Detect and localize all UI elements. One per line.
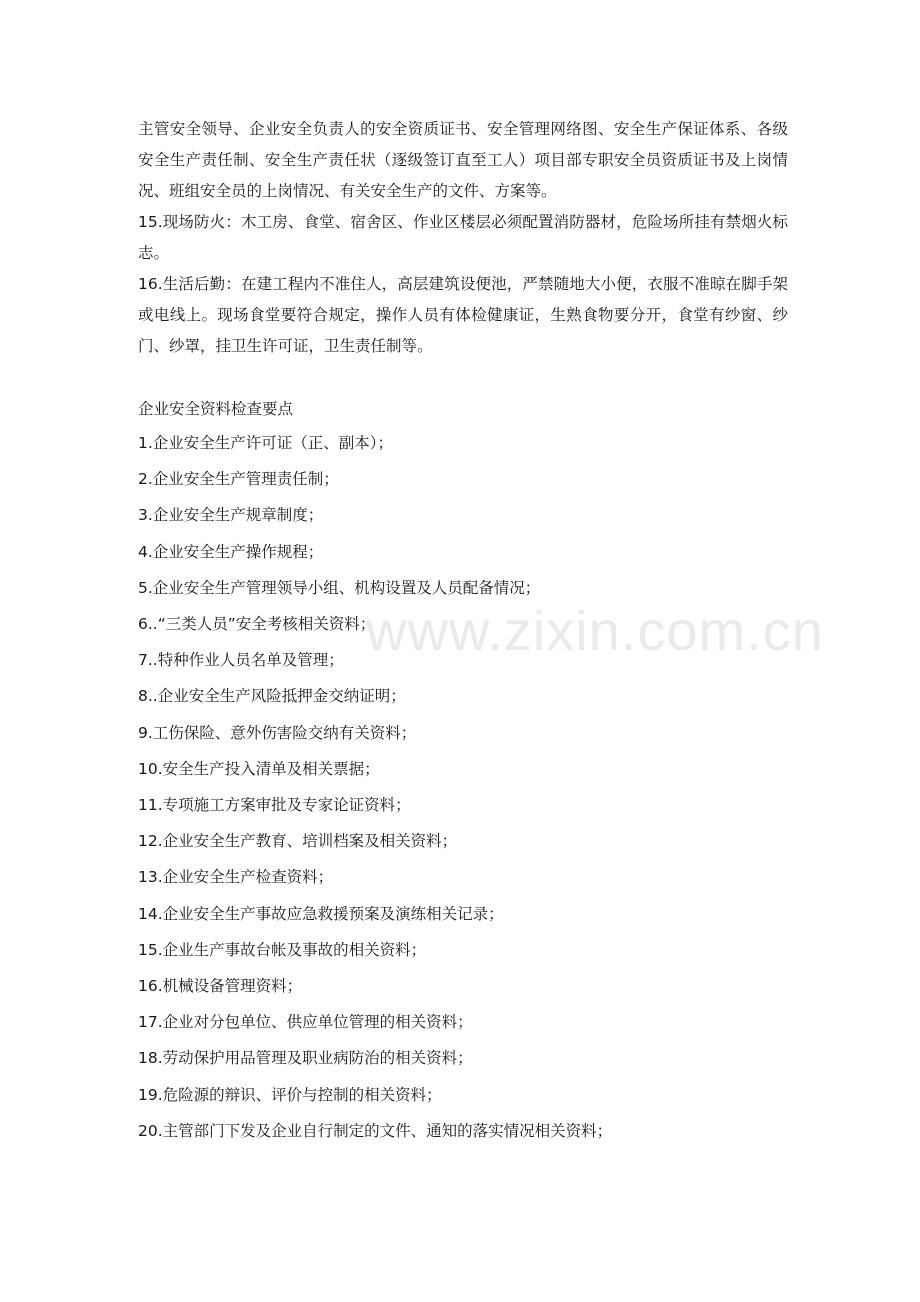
checklist-item: 17.企业对分包单位、供应单位管理的相关资料；: [138, 1013, 473, 1032]
checklist-item: 15.企业生产事故台帐及事故的相关资料；: [138, 940, 427, 959]
checklist-item: 20.主管部门下发及企业自行制定的文件、通知的落实情况相关资料；: [138, 1121, 613, 1140]
intro-paragraph-2: 15.现场防火：木工房、食堂、宿舍区、作业区楼层必须配置消防器材，危险场所挂有禁烟火标志。: [138, 213, 788, 262]
intro-paragraph-1: 主管安全领导、企业安全负责人的安全资质证书、安全管理网络图、安全生产保证体系、各级安全生产责任制、安全生产责任状（逐级签订直至工人）项目部专职安全员资质证书及上岗情况、班组安全员的上岗情况、有关安全生产的文件、方案等。: [138, 120, 788, 200]
checklist-item: 18.劳动保护用品管理及职业病防治的相关资料；: [138, 1049, 473, 1068]
document-body: [138, 114, 788, 1149]
checklist-item: 3.企业安全生产规章制度；: [138, 506, 324, 525]
checklist-item: 4.企业安全生产操作规程；: [138, 542, 324, 561]
checklist-item: 1.企业安全生产许可证（正、副本）；: [138, 434, 394, 452]
checklist-item: 7..特种作业人员名单及管理；: [138, 651, 344, 670]
checklist-item: 13.企业安全生产检查资料；: [138, 868, 334, 887]
section-title: 企业安全资料检查要点: [138, 400, 294, 418]
intro-paragraph-3: 16.生活后勤：在建工程内不准住人，高层建筑设便池，严禁随地大小便，衣服不准晾在脚手架或电线上。现场食堂要符合规定，操作人员有体检健康证，生熟食物要分开，食堂有纱窗、纱门、纱罩，挂卫生许可证，卫生责任制等。: [138, 275, 788, 355]
watermark: www.zixin.com.cn: [366, 599, 824, 662]
checklist-item: 2.企业安全生产管理责任制；: [138, 470, 339, 489]
checklist-item: 14.企业安全生产事故应急救援预案及演练相关记录；: [138, 904, 504, 923]
checklist-item: 11.专项施工方案审批及专家论证资料；: [138, 796, 411, 815]
checklist-item: 9.工伤保险、意外伤害险交纳有关资料；: [138, 723, 417, 742]
checklist-item: 12.企业安全生产教育、培训档案及相关资料；: [138, 832, 458, 851]
checklist-item: 19.危险源的辩识、评价与控制的相关资料；: [138, 1085, 442, 1104]
checklist-item: 8..企业安全生产风险抵押金交纳证明；: [138, 687, 406, 706]
checklist-item: 5.企业安全生产管理领导小组、机构设置及人员配备情况；: [138, 578, 541, 597]
paragraph-spacer: [138, 362, 788, 394]
checklist: [138, 425, 788, 1149]
checklist-item: 16.机械设备管理资料；: [138, 977, 303, 996]
checklist-item: 10.安全生产投入清单及相关票据；: [138, 759, 380, 778]
checklist-item: 6..“三类人员”安全考核相关资料；: [138, 615, 376, 634]
